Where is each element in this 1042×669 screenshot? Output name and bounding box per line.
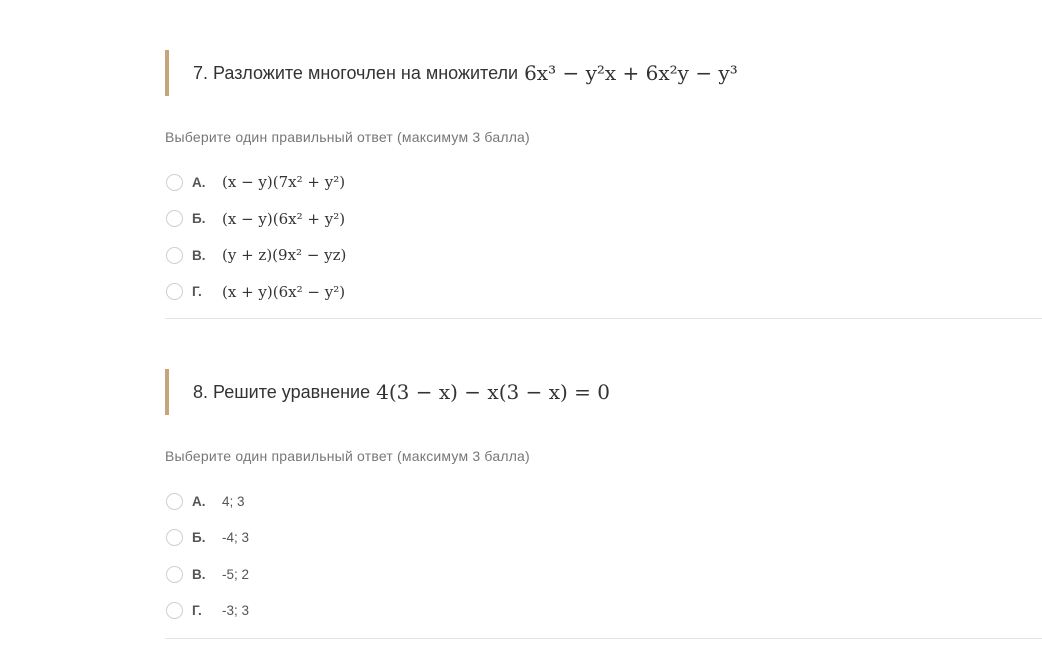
option-letter: Б. <box>192 211 206 227</box>
option-letter: В. <box>192 566 206 582</box>
option-text: -5; 2 <box>222 566 250 582</box>
option-text: -4; 3 <box>222 530 250 546</box>
option-letter: Г. <box>192 284 202 300</box>
option-d[interactable] <box>165 593 1042 630</box>
option-b[interactable] <box>165 520 1042 557</box>
option-b[interactable] <box>165 201 1042 238</box>
option-text: (x + y)(6x² − y²) <box>222 282 346 301</box>
divider <box>165 638 1042 639</box>
option-letter: В. <box>192 247 206 263</box>
question-text: 7. Разложите многочлен на множители <box>193 62 519 83</box>
option-letter: А. <box>192 174 206 190</box>
question-formula: 4(3 − x) − x(3 − x) = 0 <box>376 380 610 404</box>
radio-button[interactable] <box>166 283 183 300</box>
option-d[interactable] <box>165 274 1042 311</box>
divider <box>165 318 1042 319</box>
option-text: -3; 3 <box>222 603 250 619</box>
options-list <box>165 164 1042 310</box>
question-title <box>165 369 1042 415</box>
options-list <box>165 483 1042 629</box>
option-letter: А. <box>192 493 206 509</box>
radio-button[interactable] <box>166 210 183 227</box>
radio-button[interactable] <box>166 529 183 546</box>
radio-button[interactable] <box>166 493 183 510</box>
radio-button[interactable] <box>166 602 183 619</box>
question-formula: 6x³ − y²x + 6x²y − y³ <box>524 61 738 85</box>
radio-button[interactable] <box>166 566 183 583</box>
option-text: (x − y)(7x² + y²) <box>222 173 346 192</box>
option-c[interactable] <box>165 237 1042 274</box>
option-text: (x − y)(6x² + y²) <box>222 209 346 228</box>
question-title <box>165 50 1042 96</box>
option-text: (y + z)(9x² − yz) <box>222 246 347 265</box>
option-a[interactable] <box>165 483 1042 520</box>
answer-hint: Выберите один правильный ответ (максимум 3 балла) <box>165 129 530 145</box>
question-8 <box>165 369 1042 629</box>
radio-button[interactable] <box>166 247 183 264</box>
option-text: 4; 3 <box>222 493 245 509</box>
question-7 <box>165 50 1042 310</box>
question-text: 8. Решите уравнение <box>193 381 371 402</box>
option-a[interactable] <box>165 164 1042 201</box>
radio-button[interactable] <box>166 174 183 191</box>
option-c[interactable] <box>165 556 1042 593</box>
answer-hint: Выберите один правильный ответ (максимум 3 балла) <box>165 448 530 464</box>
option-letter: Г. <box>192 603 202 619</box>
option-letter: Б. <box>192 530 206 546</box>
